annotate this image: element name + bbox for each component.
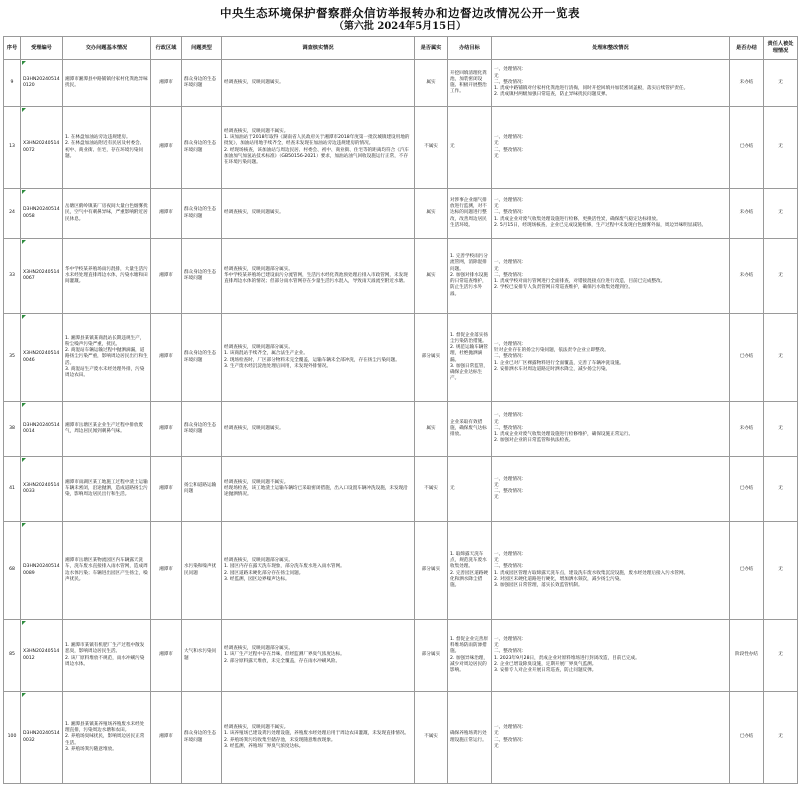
row-survey: 经调查核实，反映问题不属实。 经现场检查，该工地渣土运输车辆均已采取密闭措施，出入口设置车辆冲洗设施，未发现沿途抛洒情况。	[222, 457, 415, 522]
row-index: 9	[4, 60, 21, 107]
row-code: X3HN202405140033	[21, 457, 63, 522]
row-resp: 无	[764, 522, 798, 620]
row-handle: 一、处理情况： 无 二、整改情况： 1. 2023年9月28日，责成企业对原料堆场进行封闭改造，目前已完成。 2. 企业已增设除臭设施，定期开展厂界臭气监测。 3. 安排专人对企业开展日常巡查，防止问题反弹。	[492, 620, 730, 692]
row-code: D3HN202405140058	[21, 189, 63, 239]
row-type: 群众身边的生态环境问题	[182, 107, 222, 189]
row-done: 已办结	[730, 692, 764, 784]
header-region: 行政区域	[151, 37, 182, 60]
row-index: 100	[4, 692, 21, 784]
row-index: 41	[4, 457, 21, 522]
table-row	[4, 457, 798, 522]
header-issue: 交办问题基本情况	[63, 37, 151, 60]
row-survey: 经调查核实，反映问题属实。	[222, 189, 415, 239]
row-issue: 湘潭市雨湖区某工地施工过程中渣土运输车辆未密闭，沿途抛洒，造成道路扬尘污染，影响周边居民出行和生活。	[63, 457, 151, 522]
row-region: 湘潭市	[151, 107, 182, 189]
table-row	[4, 189, 798, 239]
row-region: 湘潭市	[151, 522, 182, 620]
row-goal: 开挖回填清理化粪池，加装密闭设施、积极开展整治工作。	[448, 60, 492, 107]
header-handle: 处理和整改情况	[492, 37, 730, 60]
row-true: 部分属实	[415, 314, 448, 402]
table-row	[4, 239, 798, 314]
row-goal: 1. 督促企业落实扬尘污染防治措施。 2. 规范运输车辆管理，杜绝抛洒滴漏。 3. 加强日常监管，确保企业达标生产。	[448, 314, 492, 402]
header-true: 是否属实	[415, 37, 448, 60]
header-resp: 责任人被处理情况	[764, 37, 798, 60]
row-issue: 湘潭市岳塘区某企业生产过程中排放废气，周边居民闻到刺鼻气味。	[63, 402, 151, 457]
comment-mark-icon	[22, 403, 26, 407]
row-survey: 经调查核实，反映问题不属实。 1. 该加油站于2018年取得《湖南省人民政府关于湘潭市2018年度第一批次城镇建设用地的批复》，加油站用地手续齐全，经查未发现在加油站旁边违规建房的情况。 2. 经现场核查，该加油站与周边民居、村委会、初中、商业街、住宅等的距离均符合《汽车加油加气加氢站技术标准》（GB50156-2021）要求，加油站油气回收设施运行正常，不存在环境污染问题。	[222, 107, 415, 189]
row-code: X3HN202405140072	[21, 107, 63, 189]
table-header	[4, 37, 798, 60]
row-index: 13	[4, 107, 21, 189]
row-code: D3HN202405140032	[21, 692, 63, 784]
row-resp: 无	[764, 457, 798, 522]
row-type: 大气和水污染问题	[182, 620, 222, 692]
row-true: 不属实	[415, 107, 448, 189]
table-body	[4, 60, 798, 784]
row-resp: 无	[764, 692, 798, 784]
table-row	[4, 522, 798, 620]
row-code: X3HN202405140012	[21, 620, 63, 692]
row-done: 未办结	[730, 239, 764, 314]
comment-mark-icon	[22, 61, 26, 65]
row-done: 阶段性办结	[730, 620, 764, 692]
row-resp: 无	[764, 189, 798, 239]
row-handle: 一、处理情况： 无 二、整改情况： 1. 责成企业对废气收集处理设施进行检修，更换活性炭，确保废气稳定达标排放。 2. 5月15日，经现场核查，企业已完成设施检修，生产过程中未发现白色烟雾外溢，周边异味明显减轻。	[492, 189, 730, 239]
row-handle: 一、处理情况： 无 二、整改情况： 1. 责成学校对雨污管网进行全面排查，对错接混接点位进行改造，目前已完成整改。 2. 学校已安排专人负责管网日常巡查维护，确保污水收集处理到位。	[492, 239, 730, 314]
table-row	[4, 314, 798, 402]
row-done: 未办结	[730, 402, 764, 457]
row-true: 属实	[415, 189, 448, 239]
row-true: 属实	[415, 402, 448, 457]
row-done: 未办结	[730, 60, 764, 107]
table-row	[4, 402, 798, 457]
table-row	[4, 107, 798, 189]
row-survey: 经调查核实，反映问题属实。	[222, 60, 415, 107]
row-index: 85	[4, 620, 21, 692]
row-handle: 一、处理情况： 无 二、整改情况： 无	[492, 692, 730, 784]
row-type: 群众身边的生态环境问题	[182, 189, 222, 239]
row-done: 已办结	[730, 457, 764, 522]
row-region: 湘潭市	[151, 239, 182, 314]
row-resp: 无	[764, 60, 798, 107]
row-type: 群众身边的生态环境问题	[182, 60, 222, 107]
row-issue: 1. 湘潭县某镇某商混站长期违规生产，粉尘噪声污染严重，扰民。 2. 商混站车辆运输过程中抛洒滴漏，道路扬尘污染严重，影响周边居民出行和生活。 3. 商混站生产废水未经处理外排，污染周边农田。	[63, 314, 151, 402]
petition-table	[3, 36, 798, 784]
row-done: 已办结	[730, 107, 764, 189]
row-issue: 岳塘区鹤岭镇某厂房夜间大量白色烟雾扰民，空气中有刺鼻异味，严重影响附近居民休息。	[63, 189, 151, 239]
row-region: 湘潭市	[151, 60, 182, 107]
row-region: 湘潭市	[151, 457, 182, 522]
page-subtitle: （第六批 2024年5月15日）	[333, 21, 467, 32]
comment-mark-icon	[22, 693, 26, 697]
header-done: 是否办结	[730, 37, 764, 60]
row-handle: 一、处理情况： 无 二、整改情况： 1. 责成园区管理方取缔露天洗车点，建设洗车废水收集沉淀设施，废水经处理后接入污水管网。 2. 对园区未硬化道路进行硬化，增加洒水频次，减少扬尘污染。 3. 加强园区日常管理，落实长效监管机制。	[492, 522, 730, 620]
page-title: 中央生态环境保护督察群众信访举报转办和边督边改情况公开一览表	[220, 6, 580, 20]
row-true: 不属实	[415, 692, 448, 784]
header-goal: 办结目标	[448, 37, 492, 60]
row-goal: 1. 取缔露天洗车点，规范洗车废水收集处理。 2. 完善园区道路硬化和洒水降尘措施。	[448, 522, 492, 620]
row-region: 湘潭市	[151, 620, 182, 692]
row-issue: 1. 在林盘加油站旁边违规建房。 2. 在林盘加油站附近有民居及村委会、初中、商业街、住宅，存在环境污染问题。	[63, 107, 151, 189]
row-type: 群众身边的生态环境问题	[182, 314, 222, 402]
row-survey: 经调查核实，反映问题部分属实。 1. 园区内存在露天洗车现象，部分洗车废水进入雨水管网。 2. 园区道路未硬化部分存在扬尘问题。 3. 经监测，园区边界噪声达标。	[222, 522, 415, 620]
row-issue: 华中学校某养殖场雨污混排，大量生活污水未经处理直排周边水体，污染水塘和田间灌溉。	[63, 239, 151, 314]
table-row	[4, 692, 798, 784]
row-resp: 无	[764, 314, 798, 402]
row-true: 部分属实	[415, 522, 448, 620]
header-code: 受理编号	[21, 37, 63, 60]
row-goal: 1. 完善学校雨污分流管网，消除混排问题。 2. 加强对排水设施的日常巡查维护，防止生活污水外溢。	[448, 239, 492, 314]
row-survey: 经调查核实，反映问题属实。	[222, 402, 415, 457]
row-handle: 一、处理情况： 无 二、整改情况： 无	[492, 107, 730, 189]
comment-mark-icon	[22, 108, 26, 112]
row-goal: 无	[448, 457, 492, 522]
row-code: D3HN202405140120	[21, 60, 63, 107]
row-handle: 一、处理情况： 针对企业存在的扬尘污染问题，依法责令企业立即整改。 二、整改情况： 1. 企业已对厂区裸露物料进行全面覆盖，完善了车辆冲洗设施。 2. 安排洒水车对周边道路定时洒水降尘，减少扬尘污染。	[492, 314, 730, 402]
row-survey: 经调查核实，反映问题部分属实。 1. 该商混站手续齐全，属合法生产企业。 2. 现场检查时，厂区部分物料未完全覆盖，运输车辆未全部冲洗，存在扬尘污染问题。 3. 生产废水经沉淀池处理后回用，未发现外排情况。	[222, 314, 415, 402]
row-code: D3HN202405140014	[21, 402, 63, 457]
header-survey: 调查核实情况	[222, 37, 415, 60]
row-region: 湘潭市	[151, 314, 182, 402]
row-survey: 经调查核实，反映问题不属实。 1. 该养殖场已建设粪污处理设施，养殖废水经处理后用于周边农田灌溉，未发现直排情况。 2. 养殖场粪污均收集至储存池，未发现随意堆放现象。 3. 经监测，养殖场厂界臭气浓度达标。	[222, 692, 415, 784]
row-region: 湘潭市	[151, 189, 182, 239]
comment-mark-icon	[22, 523, 26, 527]
row-type: 群众身边的生态环境问题	[182, 402, 222, 457]
comment-mark-icon	[22, 621, 26, 625]
row-issue: 湘潭市岳塘区某物流园区内车辆露天洗车，洗车废水直接排入雨水管网，造成周边水体污染；车辆进出园区产生扬尘，噪声扰民。	[63, 522, 151, 620]
row-index: 38	[4, 402, 21, 457]
row-resp: 无	[764, 620, 798, 692]
row-goal: 企业采取有效措施，确保废气达标排放。	[448, 402, 492, 457]
comment-mark-icon	[22, 190, 26, 194]
table-row	[4, 60, 798, 107]
row-issue: 1. 湘潭县某镇某养殖场养殖废水未经处理直排，污染周边水塘和农田。 2. 养殖场臭味扰民，影响周边居民正常生活。 3. 养殖场粪污随意堆放。	[63, 692, 151, 784]
row-done: 已办结	[730, 522, 764, 620]
header-row	[4, 37, 798, 60]
row-region: 湘潭市	[151, 692, 182, 784]
header-type: 问题类型	[182, 37, 222, 60]
row-index: 24	[4, 189, 21, 239]
row-goal: 无	[448, 107, 492, 189]
row-type: 群众身边的生态环境问题	[182, 692, 222, 784]
row-issue: 1. 湘潭市某镇有机肥厂生产过程中散发恶臭，影响周边居民生活。 2. 该厂原料堆放不规范，雨水冲刷污染周边水体。	[63, 620, 151, 692]
row-goal: 1. 督促企业完善原料堆场防雨防渗措施。 2. 加强异味治理，减少对周边居民的影响。	[448, 620, 492, 692]
row-type: 群众身边的生态环境问题	[182, 239, 222, 314]
row-index: 35	[4, 314, 21, 402]
table-row	[4, 620, 798, 692]
comment-mark-icon	[22, 240, 26, 244]
row-issue: 湘潭市湘潭县中路铺镇付家村化粪池异味扰民。	[63, 60, 151, 107]
row-goal: 对涉事企业烟气排放进行监测，对不达标的问题进行整改，改善周边居民生活环境。	[448, 189, 492, 239]
row-true: 属实	[415, 239, 448, 314]
row-handle: 一、处理情况： 无 二、整改情况： 1. 责成企业对废气收集处理设施进行检修维护，确保设施正常运行。 2. 加强对企业的日常监管和执法检查。	[492, 402, 730, 457]
row-index: 33	[4, 239, 21, 314]
comment-mark-icon	[22, 315, 26, 319]
row-index: 68	[4, 522, 21, 620]
row-handle: 一、处理情况： 无 二、整改情况： 无	[492, 457, 730, 522]
row-done: 已办结	[730, 314, 764, 402]
row-done: 未办结	[730, 189, 764, 239]
row-true: 不属实	[415, 457, 448, 522]
row-handle: 一、处理情况： 无 二、整改情况： 1. 责成中路铺镇对付家村化粪池进行清掏，同时开挖回填并加装密闭盖板，落实后续管护责任。 2. 责成镇村两级加强日常巡查，防止异味扰民问题反弹。	[492, 60, 730, 107]
row-resp: 无	[764, 239, 798, 314]
row-type: 水污染和噪声扰民问题	[182, 522, 222, 620]
row-true: 部分属实	[415, 620, 448, 692]
row-survey: 经调查核实，反映问题部分属实。 1. 该厂生产过程中存在异味，但经监测厂界臭气浓度达标。 2. 部分原料露天堆放，未完全覆盖，存在雨水冲刷风险。	[222, 620, 415, 692]
comment-mark-icon	[22, 458, 26, 462]
row-code: X3HN202405140046	[21, 314, 63, 402]
row-true: 属实	[415, 60, 448, 107]
row-code: D3HN202405140089	[21, 522, 63, 620]
row-region: 湘潭市	[151, 402, 182, 457]
row-survey: 经调查核实，反映问题部分属实。 华中学校某养殖场已建设雨污分流管网，生活污水经化粪池预处理后排入市政管网，未发现直排周边水体的情况；但部分雨水管网存在少量生活污水混入，导致雨天溢流至附近水塘。	[222, 239, 415, 314]
row-resp: 无	[764, 402, 798, 457]
header-index: 序号	[4, 37, 21, 60]
row-goal: 确保养殖场粪污处理设施正常运行。	[448, 692, 492, 784]
row-type: 扬尘和道路运输问题	[182, 457, 222, 522]
row-code: X3HN202405140067	[21, 239, 63, 314]
row-resp: 无	[764, 107, 798, 189]
